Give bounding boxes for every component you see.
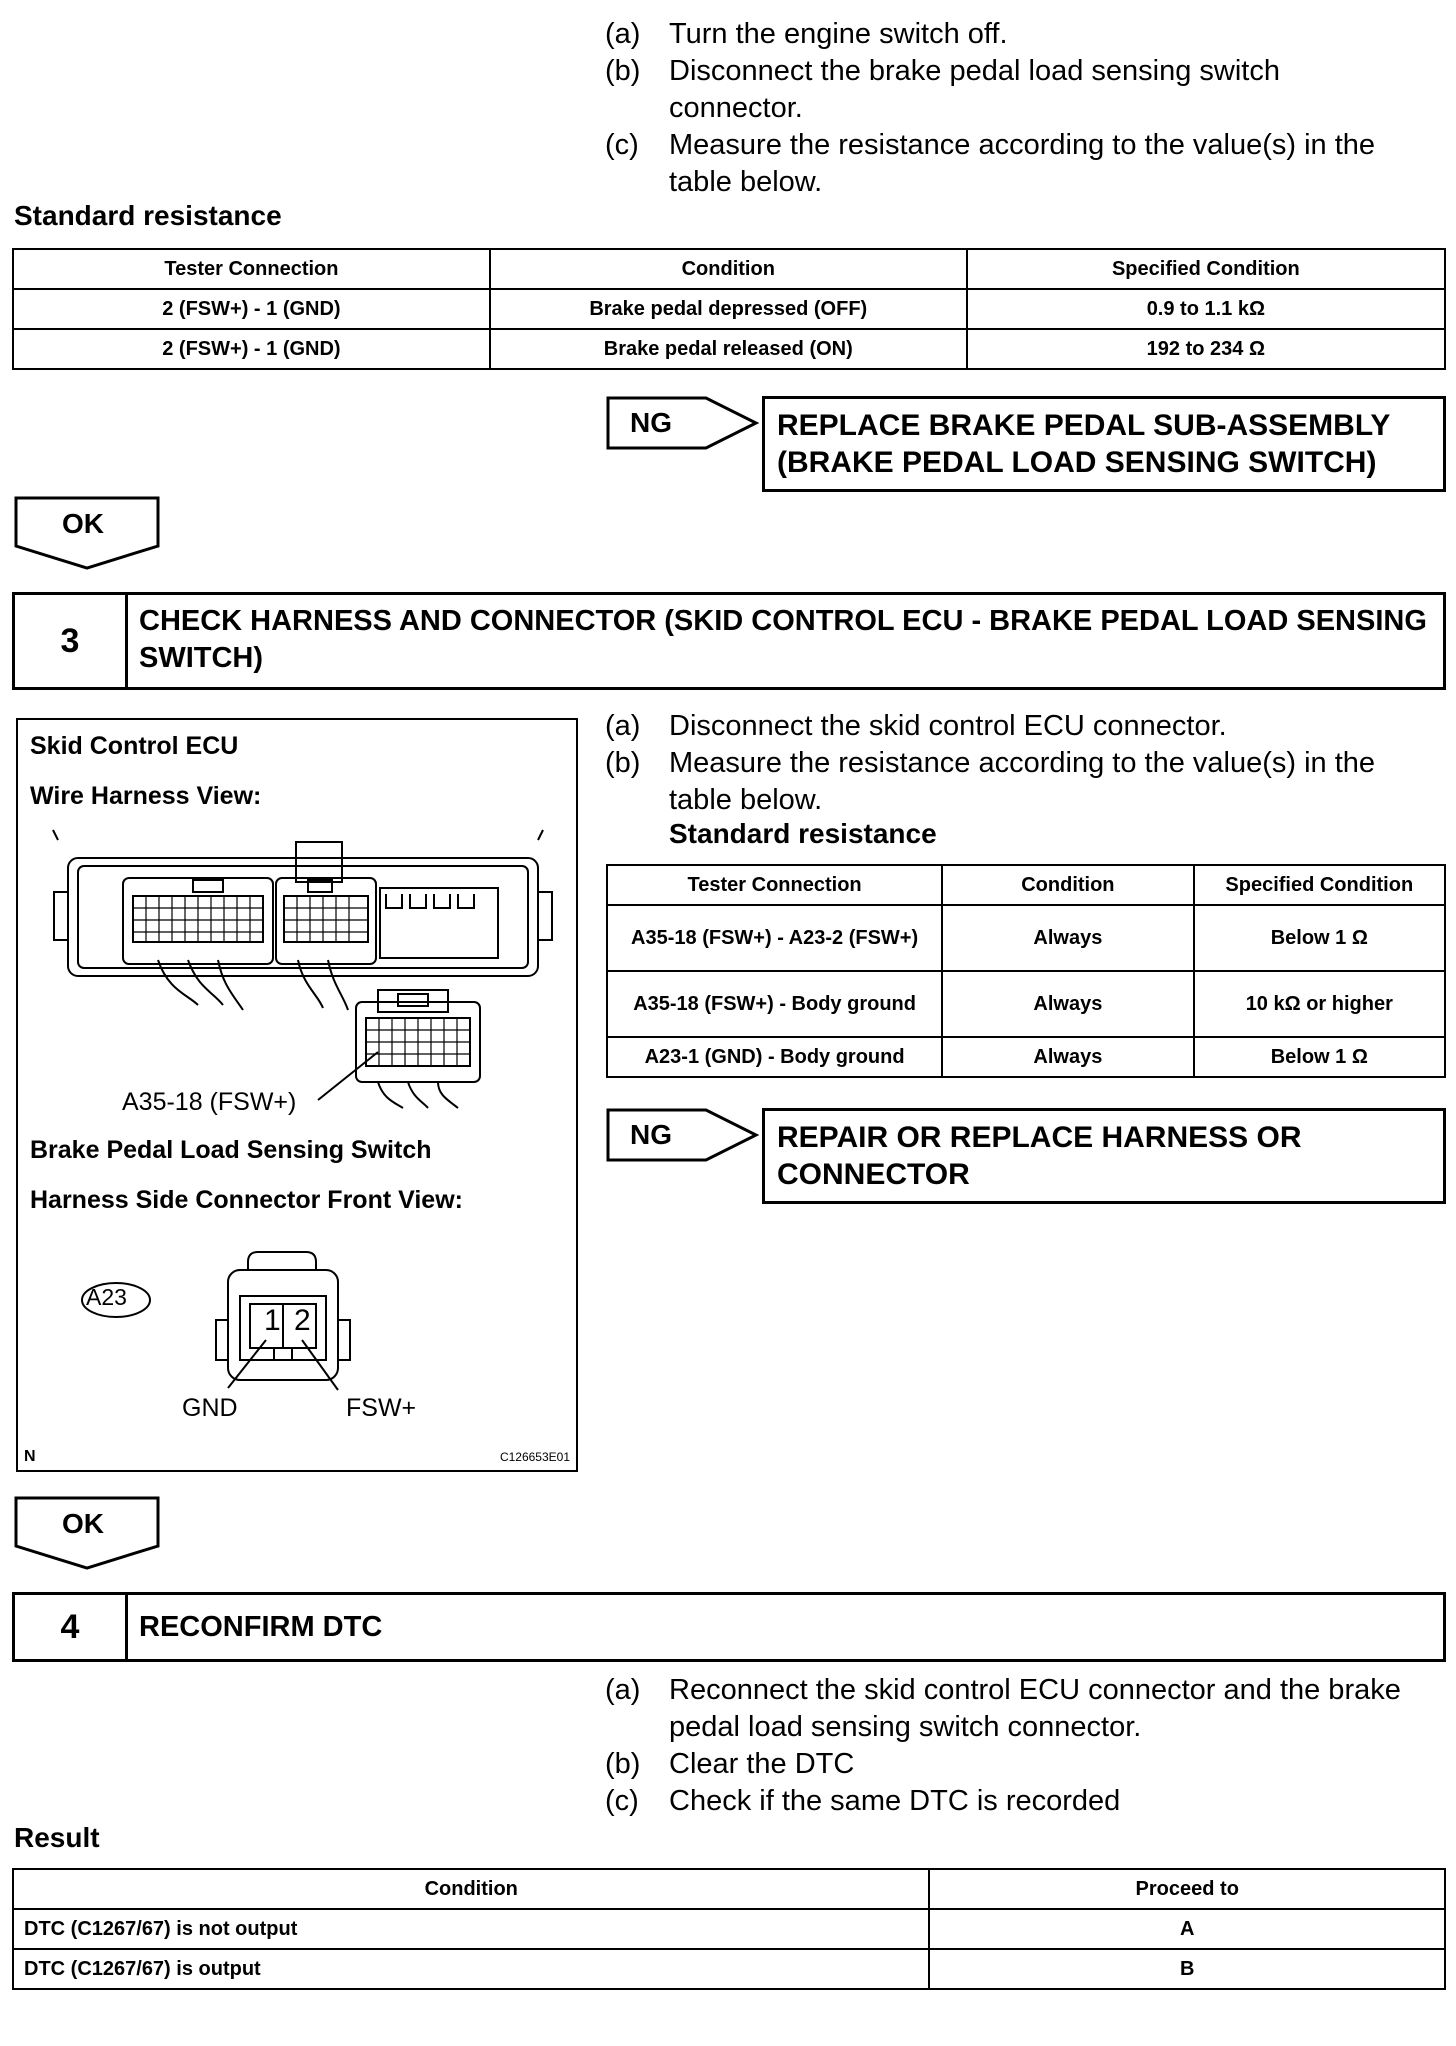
step-a: (a) Turn the engine switch off.: [605, 18, 1008, 50]
section-3-header: [12, 592, 1446, 690]
step-a: (a) Disconnect the skid control ECU connector.: [605, 710, 1227, 742]
cell: DTC (C1267/67) is output: [13, 1949, 929, 1989]
result-table: [12, 1868, 1446, 1990]
ng-label: NG: [630, 407, 672, 438]
cell: A35-18 (FSW+) - Body ground: [607, 971, 942, 1037]
figure-label-front-view: Harness Side Connector Front View:: [30, 1186, 463, 1214]
step-b: (b) Clear the DTC: [605, 1748, 855, 1780]
ng-flow-2: [606, 1108, 766, 1208]
figure-corner-mark: N: [24, 1448, 36, 1465]
ok-label: OK: [62, 1508, 104, 1539]
section-4-header: [12, 1592, 1446, 1662]
connector-figure: [16, 718, 578, 1472]
ecu-connector-drawing: [18, 820, 578, 1110]
step-b: (b) Measure the resistance according to the value(s) in the table below.: [605, 747, 1376, 816]
header-cell: Condition: [490, 249, 967, 289]
figure-label-switch: Brake Pedal Load Sensing Switch: [30, 1136, 432, 1164]
header-cell: Condition: [13, 1869, 929, 1909]
resistance-table-1: [12, 248, 1446, 370]
cell: Always: [942, 971, 1193, 1037]
header-cell: Tester Connection: [13, 249, 490, 289]
figure-label-harness-view: Wire Harness View:: [30, 782, 262, 810]
connector-id-badge: A23: [86, 1284, 127, 1310]
fsw-label: FSW+: [346, 1394, 417, 1422]
cell: 0.9 to 1.1 kΩ: [967, 289, 1445, 329]
ng-label: NG: [630, 1119, 672, 1150]
cell: 192 to 234 Ω: [967, 329, 1445, 369]
table-row: [13, 329, 1445, 369]
s2-steps: [605, 16, 1445, 201]
table-header-row: [13, 1869, 1445, 1909]
table-row: [607, 971, 1445, 1037]
standard-resistance-heading: Standard resistance: [669, 818, 937, 849]
ng-flow-1: [606, 396, 766, 496]
cell: DTC (C1267/67) is not output: [13, 1909, 929, 1949]
header-cell: Proceed to: [929, 1869, 1445, 1909]
section-title: CHECK HARNESS AND CONNECTOR (SKID CONTROL ECU - BRAKE PEDAL LOAD SENSING SWITCH): [139, 605, 1427, 674]
cell: Always: [942, 1037, 1193, 1077]
section-title: RECONFIRM DTC: [139, 1611, 383, 1643]
callout-a35-18: A35-18 (FSW+): [122, 1088, 297, 1116]
s4-steps: [605, 1672, 1445, 1820]
step-a: (a) Reconnect the skid control ECU connector and the brake pedal load sensing switch connector.: [605, 1674, 1401, 1743]
figure-code: C126653E01: [499, 1450, 570, 1464]
pin-1-label: 1: [264, 1304, 281, 1337]
table-row: [607, 1037, 1445, 1077]
a23-connector-drawing: [18, 1240, 578, 1440]
section-number: 4: [15, 1595, 128, 1659]
table-row: [13, 1909, 1445, 1949]
resistance-table-2: [606, 864, 1446, 1078]
section-number: 3: [15, 595, 128, 687]
step-c: (c) Measure the resistance according to the value(s) in the table below.: [605, 129, 1376, 198]
s3-steps: [605, 708, 1445, 819]
cell: Below 1 Ω: [1194, 1037, 1445, 1077]
ok-label: OK: [62, 508, 104, 539]
header-cell: Specified Condition: [1194, 865, 1445, 905]
header-cell: Specified Condition: [967, 249, 1445, 289]
table-header-row: [13, 249, 1445, 289]
cell: 10 kΩ or higher: [1194, 971, 1445, 1037]
ng-action-box-2: REPAIR OR REPLACE HARNESS OR CONNECTOR: [762, 1108, 1446, 1204]
ok-flow-1: [14, 496, 164, 572]
cell: A: [929, 1909, 1445, 1949]
step-b: (b) Disconnect the brake pedal load sensing switch connector.: [605, 55, 1280, 124]
table-header-row: [607, 865, 1445, 905]
result-heading: Result: [14, 1822, 100, 1853]
cell: Brake pedal released (ON): [490, 329, 967, 369]
cell: B: [929, 1949, 1445, 1989]
cell: 2 (FSW+) - 1 (GND): [13, 329, 490, 369]
standard-resistance-heading: Standard resistance: [14, 200, 282, 231]
cell: A23-1 (GND) - Body ground: [607, 1037, 942, 1077]
header-cell: Condition: [942, 865, 1193, 905]
cell: Brake pedal depressed (OFF): [490, 289, 967, 329]
gnd-label: GND: [182, 1394, 238, 1422]
cell: 2 (FSW+) - 1 (GND): [13, 289, 490, 329]
step-c: (c) Check if the same DTC is recorded: [605, 1785, 1121, 1817]
cell: A35-18 (FSW+) - A23-2 (FSW+): [607, 905, 942, 971]
cell: Always: [942, 905, 1193, 971]
ok-flow-2: [14, 1496, 164, 1572]
cell: Below 1 Ω: [1194, 905, 1445, 971]
pin-2-label: 2: [294, 1304, 311, 1337]
figure-label-ecu: Skid Control ECU: [30, 732, 239, 760]
table-row: [13, 289, 1445, 329]
ng-action-box-1: REPLACE BRAKE PEDAL SUB-ASSEMBLY (BRAKE PEDAL LOAD SENSING SWITCH): [762, 396, 1446, 492]
table-row: [13, 1949, 1445, 1989]
table-row: [607, 905, 1445, 971]
header-cell: Tester Connection: [607, 865, 942, 905]
